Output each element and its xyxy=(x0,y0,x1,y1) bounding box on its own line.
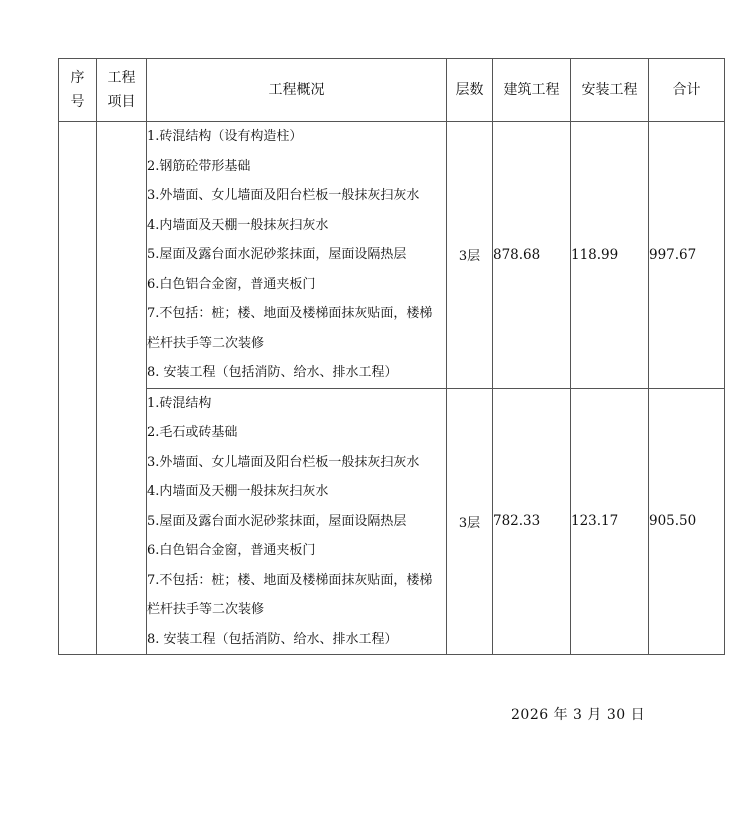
header-item-line-1: 工程 xyxy=(107,70,136,86)
overview-line: 7.不包括：桩；楼、地面及楼梯面抹灰贴面，楼梯 xyxy=(147,306,433,321)
overview-line: 6.白色铝合金窗，普通夹板门 xyxy=(147,276,316,292)
total-cost-cell: 997.67 xyxy=(649,122,725,389)
header-building: 建筑工程 xyxy=(493,59,571,122)
overview-line: 5.屋面及露台面水泥砂浆抹面，屋面设隔热层 xyxy=(147,247,407,262)
layers-cell: 3层 xyxy=(447,388,493,655)
overview-line: 3.外墙面、女儿墙面及阳台栏板一般抹灰扫灰水 xyxy=(147,454,420,470)
layers-cell: 3层 xyxy=(447,122,493,389)
overview-line: 1.砖混结构（设有构造柱） xyxy=(147,129,303,144)
table-row xyxy=(59,122,725,389)
document-date: 2026 年 3 月 30 日 xyxy=(511,707,646,723)
header-seq-line-2: 号 xyxy=(70,94,85,110)
overview-line: 3.外墙面、女儿墙面及阳台栏板一般抹灰扫灰水 xyxy=(147,188,420,203)
building-cost-cell: 782.33 xyxy=(493,388,571,655)
overview-line: 栏杆扶手等二次装修 xyxy=(147,602,265,617)
header-row xyxy=(59,59,725,122)
overview-line: 8. 安装工程（包括消防、给水、排水工程） xyxy=(147,631,398,647)
building-cost-cell: 878.68 xyxy=(493,122,571,389)
overview-line: 7.不包括：桩；楼、地面及楼梯面抹灰贴面，楼梯 xyxy=(147,572,433,588)
table-row xyxy=(59,388,725,655)
overview-line: 2.钢筋砼带形基础 xyxy=(147,158,251,174)
install-cost-cell: 123.17 xyxy=(571,388,649,655)
overview-line: 8. 安装工程（包括消防、给水、排水工程） xyxy=(147,365,398,380)
header-seq-line-1: 序 xyxy=(70,70,85,86)
seq-cell xyxy=(59,122,97,655)
overview-line: 栏杆扶手等二次装修 xyxy=(147,335,265,351)
overview-line: 4.内墙面及天棚一般抹灰扫灰水 xyxy=(147,217,329,233)
header-layers: 层数 xyxy=(447,59,493,122)
overview-line: 5.屋面及露台面水泥砂浆抹面，屋面设隔热层 xyxy=(147,513,407,529)
header-item-line-2: 项目 xyxy=(107,94,136,110)
overview-line: 2.毛石或砖基础 xyxy=(147,425,238,440)
cost-table xyxy=(58,58,725,655)
overview-cell xyxy=(147,122,447,389)
header-item xyxy=(97,59,147,122)
install-cost-cell: 118.99 xyxy=(571,122,649,389)
header-seq xyxy=(59,59,97,122)
total-cost-cell: 905.50 xyxy=(649,388,725,655)
header-total: 合计 xyxy=(649,59,725,122)
overview-line: 6.白色铝合金窗，普通夹板门 xyxy=(147,543,316,558)
header-overview: 工程概况 xyxy=(147,59,447,122)
item-cell xyxy=(97,122,147,655)
overview-line: 1.砖混结构 xyxy=(147,395,212,411)
overview-line: 4.内墙面及天棚一般抹灰扫灰水 xyxy=(147,484,329,499)
header-install: 安装工程 xyxy=(571,59,649,122)
overview-cell xyxy=(147,388,447,655)
